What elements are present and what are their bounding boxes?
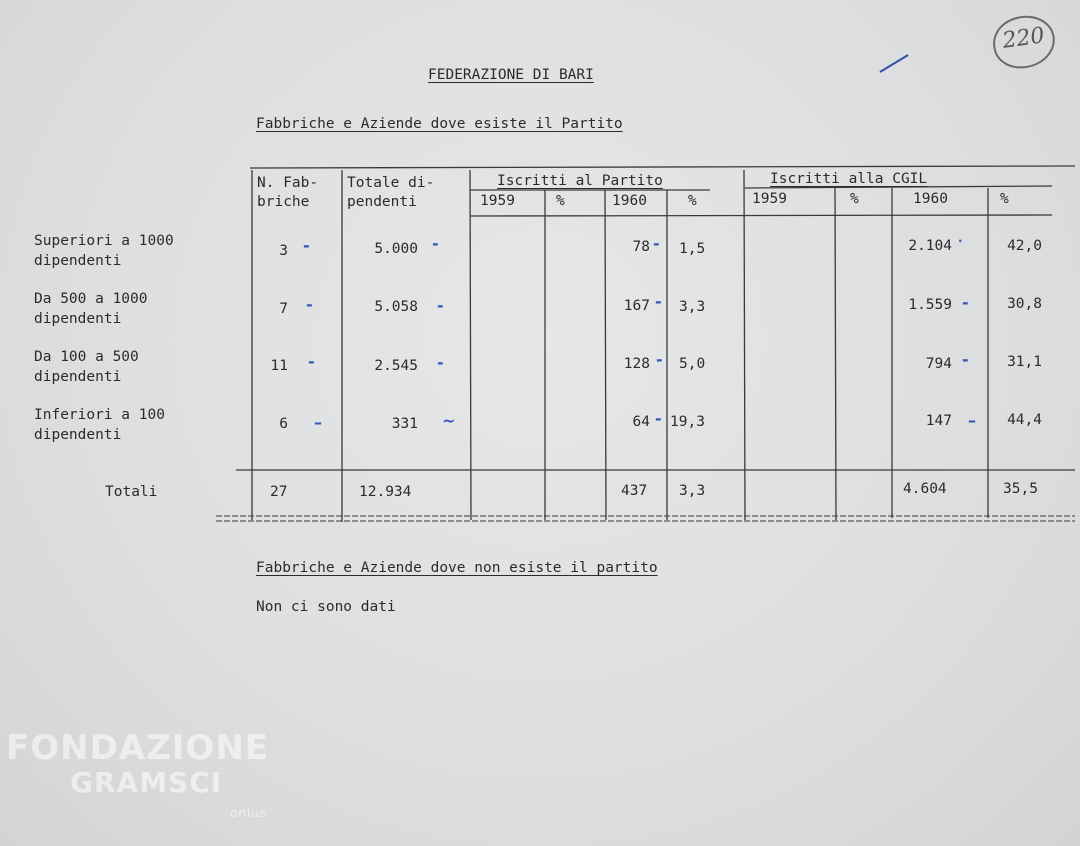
cell-fabbriche: 3 bbox=[279, 243, 288, 259]
subheader-partito-pct1: % bbox=[556, 193, 565, 209]
row-label: dipendenti bbox=[34, 253, 122, 269]
total-fabbriche: 27 bbox=[270, 484, 288, 500]
cell-partito-pct: 19,3 bbox=[670, 414, 705, 430]
total-dipendenti: 12.934 bbox=[359, 484, 412, 500]
cell-cgil-pct: 44,4 bbox=[1007, 412, 1042, 428]
cell-dipendenti: 5.058 bbox=[374, 299, 418, 315]
section2-note: Non ci sono dati bbox=[256, 599, 396, 615]
header-dipendenti-2: pendenti bbox=[347, 194, 417, 210]
cell-dipendenti: 2.545 bbox=[374, 358, 418, 374]
cell-cgil-1960: 794 bbox=[925, 356, 952, 372]
document-title: FEDERAZIONE DI BARI bbox=[428, 67, 594, 83]
pen-tick: · bbox=[958, 234, 963, 248]
row-label: Inferiori a 100 bbox=[34, 407, 165, 423]
pen-tick: - bbox=[303, 236, 310, 255]
watermark-line3: onlus bbox=[230, 806, 268, 820]
pen-tick: - bbox=[655, 409, 662, 428]
pen-tick: - bbox=[655, 292, 662, 311]
cell-partito-1960: 128 bbox=[623, 356, 650, 372]
cell-dipendenti: 5.000 bbox=[374, 241, 418, 257]
cell-cgil-1960: 1.559 bbox=[908, 297, 952, 313]
cell-fabbriche: 6 bbox=[279, 416, 288, 432]
total-cgil-pct: 35,5 bbox=[1003, 481, 1038, 497]
cell-dipendenti: 331 bbox=[391, 416, 418, 432]
pen-tick: - bbox=[962, 293, 969, 312]
cell-cgil-pct: 42,0 bbox=[1007, 238, 1042, 254]
row-label: dipendenti bbox=[34, 311, 122, 327]
pen-tick: - bbox=[962, 350, 969, 369]
cell-cgil-1960: 147 bbox=[925, 413, 952, 429]
cell-cgil-pct: 31,1 bbox=[1007, 354, 1042, 370]
pen-tick: - bbox=[432, 234, 439, 253]
pen-tick: ~ bbox=[442, 411, 456, 430]
subheader-partito-pct2: % bbox=[688, 193, 697, 209]
cell-partito-1960: 167 bbox=[623, 298, 650, 314]
pen-tick: - bbox=[653, 234, 660, 253]
section2-title: Fabbriche e Aziende dove non esiste il partito bbox=[256, 560, 658, 576]
subheader-partito-1960: 1960 bbox=[612, 193, 647, 209]
row-label: Da 100 a 500 bbox=[34, 349, 139, 365]
header-fabbriche-2: briche bbox=[257, 194, 310, 210]
header-iscritti-cgil: Iscritti alla CGIL bbox=[770, 171, 928, 187]
cell-partito-pct: 3,3 bbox=[679, 299, 706, 315]
totals-label: Totali bbox=[105, 484, 158, 500]
row-label: Superiori a 1000 bbox=[34, 233, 174, 249]
pen-tick: - bbox=[308, 352, 315, 371]
cell-partito-1960: 78 bbox=[632, 239, 650, 255]
pen-tick: – bbox=[314, 413, 322, 432]
header-iscritti-partito: Iscritti al Partito bbox=[497, 173, 663, 189]
total-partito-1960: 437 bbox=[621, 483, 648, 499]
watermark-line1: FONDAZIONE bbox=[6, 728, 270, 768]
cell-fabbriche: 11 bbox=[270, 358, 288, 374]
subheader-cgil-1960: 1960 bbox=[913, 191, 948, 207]
cell-partito-pct: 1,5 bbox=[679, 241, 706, 257]
section-title: Fabbriche e Aziende dove esiste il Partito bbox=[256, 116, 623, 132]
page-number: 220 bbox=[1000, 23, 1047, 54]
cell-fabbriche: 7 bbox=[279, 301, 288, 317]
subheader-cgil-1959: 1959 bbox=[752, 191, 787, 207]
row-label: Da 500 a 1000 bbox=[34, 291, 148, 307]
subheader-cgil-pct2: % bbox=[1000, 191, 1009, 207]
subheader-partito-1959: 1959 bbox=[480, 193, 515, 209]
pen-tick: - bbox=[437, 296, 444, 315]
subheader-cgil-pct1: % bbox=[850, 191, 859, 207]
cell-partito-pct: 5,0 bbox=[679, 356, 706, 372]
cell-cgil-1960: 2.104 bbox=[908, 238, 952, 254]
watermark-line2: GRAMSCI bbox=[70, 766, 223, 799]
cell-partito-1960: 64 bbox=[632, 414, 650, 430]
cell-cgil-pct: 30,8 bbox=[1007, 296, 1042, 312]
header-dipendenti-1: Totale di- bbox=[347, 175, 435, 191]
pen-tick: - bbox=[656, 350, 663, 369]
total-cgil-1960: 4.604 bbox=[903, 481, 947, 497]
header-fabbriche-1: N. Fab- bbox=[257, 175, 319, 191]
total-partito-pct: 3,3 bbox=[679, 483, 706, 499]
row-label: dipendenti bbox=[34, 369, 122, 385]
pen-tick: - bbox=[306, 295, 313, 314]
pen-tick: – bbox=[968, 411, 976, 430]
pen-stroke bbox=[880, 55, 908, 72]
row-label: dipendenti bbox=[34, 427, 122, 443]
pen-tick: - bbox=[437, 353, 444, 372]
